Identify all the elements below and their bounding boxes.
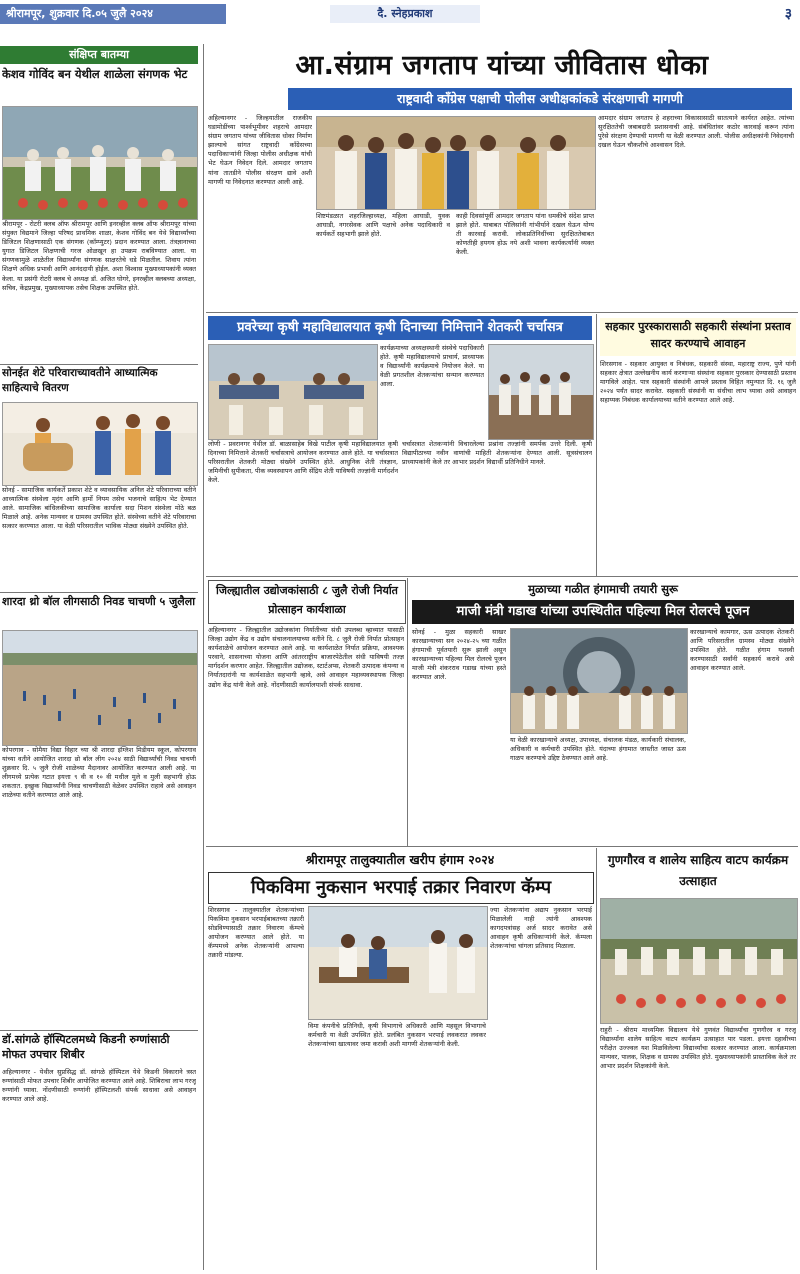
coop-headline: सहकार पुरस्कारासाठी सहकारी संस्थांना प्रस्ताव सादर करण्याचे आवाहन xyxy=(600,318,796,356)
lead-photo xyxy=(316,116,596,210)
crop-headline: पिकविमा नुकसान भरपाई तक्रार निवारण कॅम्प xyxy=(208,872,594,904)
crop-body-left: शिरसगाव - तालुक्यातील शेतकऱ्यांच्या पिकविमा नुकसान भरपाईबाबतच्या तक्रारी सोडविण्यासाठी तक्रार निवारण कॅम्पचे आयोजन करण्यात आले होते. या कॅम्पमध्ये अनेक शेतकऱ्यांनी आपल्या तक्रारी मांडल्या. xyxy=(208,906,304,960)
gungaurav-headline: गुणगौरव व शालेय साहित्य वाटप कार्यक्रम उत्साहात xyxy=(607,853,789,888)
lead-subheadline: राष्ट्रवादी काँग्रेस पक्षाची पोलीस अधीक्षकांकडे संरक्षणाची मागणी xyxy=(288,88,792,110)
story1-headline: केशव गोविंद बन येथील शाळेला संगणक भेट xyxy=(2,67,188,81)
section-title: संक्षिप्त बातम्या xyxy=(0,46,198,64)
gadakh-kicker: मुळाच्या गळीत हंगामाची तयारी सुरू xyxy=(528,582,678,596)
crop-photo xyxy=(308,906,488,1020)
export-body: अहिल्यानगर - जिल्ह्यातील उद्योजकांना निर्यातीच्या संधी उपलब्ध व्हाव्यात यासाठी जिल्हा उद्योग केंद्र व उद्योग संचालनालयाच्या वतीने दि. ८ जुलै रोजी निर्यात प्रोत्साहन कार्यशाळेचे आयोजन करण्यात आले आहे. या कार्यशाळेत निर्यात प्रक्रिया, आवश्यक परवाने, शासनाच्या योजना आणि आंतरराष्ट्रीय बाजारपेठेतील संधी याविषयी तज्ज्ञ मार्गदर्शन करणार आहेत. जिल्ह्यातील उद्योजक, स्टार्टअप्स, शेतकरी उत्पादक कंपन्या व निर्यातदारांनी या कार्यशाळेत सहभागी व्हावे, असे आवाहन महाव्यवस्थापक जिल्हा उद्योग केंद्र यांनी केले आहे. नोंदणीसाठी कार्यालयाशी संपर्क साधावा. xyxy=(208,626,404,689)
gungaurav-photo xyxy=(600,898,798,1024)
lead-body-left: अहिल्यानगर - जिल्हयातील राजकीय घडामोडींच्या पार्श्वभूमीवर शहराचे आमदार संग्राम जगताप यांच्या जीवितास धोका निर्माण झाल्याचे सांगत राष्ट्रवादी काँग्रेसच्या पदाधिकाऱ्यांनी जिल्हा पोलीस अधीक्षक यांची भेट घेऊन निवेदन दिले. आमदार जगताप यांना तातडीने पोलीस संरक्षण द्यावे अशी मागणी या निवेदनात करण्यात आली आहे. xyxy=(208,114,312,186)
lead-names: शिष्टमंडळात शहरजिल्हाध्यक्ष, महिला आघाडी, युवक आघाडी, नगरसेवक आणि पक्षाचे अनेक पदाधिकारी व कार्यकर्ते सहभागी झाले होते. xyxy=(316,212,450,239)
lead-headline: आ.संग्राम जगताप यांच्या जीवितास धोका xyxy=(295,50,709,81)
story3-photo xyxy=(2,630,198,746)
gadakh-headline: माजी मंत्री गडाख यांच्या उपस्थितीत पहिल्या मिल रोलरचे पूजन xyxy=(412,600,794,624)
crop-kicker: श्रीरामपूर तालुक्यातील खरीप हंगाम २०२४ xyxy=(305,852,495,867)
date-line: श्रीरामपूर, शुक्रवार दि.०५ जुलै २०२४ xyxy=(0,4,226,24)
story3-headline: शारदा थ्रो बॉल लीगसाठी निवड चाचणी ५ जुलैला xyxy=(2,595,196,608)
story1-body: श्रीरामपूर - रोटरी क्लब ऑफ श्रीरामपूर आणि इनरव्हील क्लब ऑफ श्रीरामपूर यांच्या संयुक्त विद्यमाने जिल्हा परिषद प्राथमिक शाळा, केशव गोविंद बन येथे विद्यार्थ्यांच्या डिजिटल शिक्षणासाठी एक संगणक (कॉम्प्युटर) प्रदान करण्यात आला. तंत्रज्ञानाच्या युगात डिजिटल शिक्षणाची गरज ओळखून हा उपक्रम राबविण्यात आला. या संगणकामुळे शाळेतील विद्यार्थ्यांना संगणक साक्षरतेचे धडे मिळतील. शिवाय त्यांना शिक्षणे अधिक प्रभावी आणि आनंददायी होईल. अशा विश्वास मुख्याध्यापकांनी व्यक्त केला. या प्रसंगी रोटरी क्लब चे अध्यक्ष डॉ. अजित घोगरे, इनरव्हील क्लबच्या अध्यक्षा, सचिव, केंद्रप्रमुख, मुख्याध्यापक तसेच शिक्षक उपस्थित होते. xyxy=(2,220,196,292)
story1-photo xyxy=(2,106,198,220)
story4-body: अहिल्यानगर - येथील सुप्रसिद्ध डॉ. सांगळे हॉस्पिटल येथे किडनी विकाराने त्रस्त रुग्णांसाठी मोफत उपचार शिबीर आयोजित करण्यात आले आहे. शिबिराचा लाभ गरजू रुग्णांनी घ्यावा. नोंदणीसाठी रुग्णांनी हॉस्पिटलशी संपर्क साधावा असे आवाहन करण्यात आले आहे. xyxy=(2,1068,196,1104)
agri-body-mid: कार्यक्रमाच्या अध्यक्षस्थानी संस्थेचे पदाधिकारी होते. कृषी महाविद्यालयाचे प्राचार्य, प्राध्यापक व विद्यार्थ्यांनी कार्यक्रमाचे नियोजन केले. या वेळी प्रगतशील शेतकऱ्यांचा सन्मान करण्यात आला. xyxy=(380,344,484,389)
gadakh-body-left: सोनई - मुळा सहकारी साखर कारखान्याच्या सन २०२४-२५ च्या गळीत हंगामाची पूर्वतयारी सुरू झाली असून कारखान्याच्या पहिल्या मिल रोलरचे पूजन माजी मंत्री शंकरराव गडाख यांच्या हस्ते करण्यात आले. xyxy=(412,628,506,682)
gadakh-body-right: कारखान्याचे कामगार, ऊस उत्पादक शेतकरी आणि परिसरातील ग्रामस्थ मोठ्या संख्येने उपस्थित होते. गळीत हंगाम यशस्वी करण्यासाठी सर्वांनी सहकार्य करावे असे आवाहन करण्यात आले. xyxy=(690,628,794,673)
export-headline: जिल्ह्यातील उद्योजकांसाठी ८ जुलै रोजी निर्यात प्रोत्साहन कार्यशाळा xyxy=(208,580,406,624)
story4-headline: डॉ.सांगळे हॉस्पिटलमध्ये किडनी रुग्णांसाठी मोफत उपचार शिबीर xyxy=(2,1033,170,1061)
agri-body-left: लोणी - प्रवरानगर येथील डॉ. बाळासाहेब विखे पाटील कृषी महाविद्यालयात कृषी दिनाच्या निमित्ताने शेतकरी चर्चासत्राचे आयोजन करण्यात आले होते. या चर्चासत्रात परिसरातील शेतकरी मोठ्या संख्येने उपस्थित होते. आधुनिक शेती तंत्रज्ञान, जमिनीची सुपीकता, पीक व्यवस्थापन आणि सेंद्रिय शेती याविषयी तज्ज्ञांनी मार्गदर्शन केले. xyxy=(208,440,398,485)
agri-photo-2 xyxy=(488,344,594,440)
lead-body-right: आमदार संग्राम जगताप हे शहराच्या विकासासाठी सातत्याने कार्यरत आहेत. त्यांच्या सुरक्षिततेची जबाबदारी प्रशासनाची आहे. संबंधितांवर कठोर कारवाई करून त्यांना पुरेसे संरक्षण देण्याची मागणी या वेळी करण्यात आली. पोलीस अधीक्षकांनी निवेदनाची दखल घेऊन चौकशीचे आश्वासन दिले. xyxy=(598,114,794,150)
paper-name: दै. स्नेहप्रकाश xyxy=(330,5,480,23)
story3-body: कोपरगाव - सोमैया विद्या विहार च्या श्री शारदा इंग्लिश मिडीयम स्कूल, कोपरगाव यांच्या वतीने आयोजित शारदा थ्रो बॉल लीग २०२४ साठी विद्यार्थ्यांची निवड चाचणी शुक्रवार दि. ५ जुलै रोजी शाळेच्या मैदानावर आयोजित करण्यात आली आहे. या लीगमध्ये प्रत्येक गटात इयत्ता ९ वी व १० वी मधील मुले व मुली सहभागी होऊ शकतात. इच्छुक विद्यार्थ्यांनी निवड चाचणीसाठी वेळेवर उपस्थित राहावे असे आवाहन शाळेच्या वतीने करण्यात आले आहे. xyxy=(2,746,196,800)
crop-body-mid: विमा कंपनीचे प्रतिनिधी, कृषी विभागाचे अधिकारी आणि महसूल विभागाचे कर्मचारी या वेळी उपस्थित होते. प्रलंबित नुकसान भरपाई लवकरात लवकर शेतकऱ्यांच्या खात्यावर जमा करावी अशी मागणी शेतकऱ्यांनी केली. xyxy=(308,1022,486,1049)
agri-photo-1 xyxy=(208,344,378,440)
gadakh-body-mid: या वेळी कारखान्याचे अध्यक्ष, उपाध्यक्ष, संचालक मंडळ, कार्यकारी संचालक, अधिकारी व कर्मचारी उपस्थित होते. यंदाच्या हंगामात जास्तीत जास्त ऊस गाळप करण्याचे उद्दिष्ट ठेवण्यात आले आहे. xyxy=(510,736,686,763)
lead-body-mid: काही दिवसांपूर्वी आमदार जगताप यांना धमकीचे संदेश प्राप्त झाले होते. याबाबत पोलिसांनी गांभीर्याने दखल घेऊन योग्य ती कारवाई करावी. लोकप्रतिनिधींच्या सुरक्षिततेबाबत कोणतीही हयगय होऊ नये अशी भावना कार्यकर्त्यांनी व्यक्त केली. xyxy=(456,212,594,257)
coop-body: शिरसगाव - सहकार आयुक्त व निबंधक, सहकारी संस्था, महाराष्ट्र राज्य, पुणे यांनी सहकार क्षेत्रात उल्लेखनीय कार्य करणाऱ्या संस्थांना सहकार पुरस्कार देण्यासाठी प्रस्ताव मागविले आहेत. पात्र सहकारी संस्थांनी आपले प्रस्ताव विहित नमुन्यात दि. १६ जुलै २०२४ पर्यंत सादर करावेत. सहकारी संस्थांनी या संधीचा लाभ घ्यावा असे आवाहन सहाय्यक निबंधक कार्यालयाच्या वतीने करण्यात आले आहे. xyxy=(600,360,796,405)
story2-headline: सोनईत शेटे परिवाराच्यावतीने आध्यात्मिक साहित्याचे वितरण xyxy=(2,367,158,394)
agri-body-right: चर्चासत्रात शेतकऱ्यांनी विचारलेल्या प्रश्नांना तज्ज्ञांनी समर्पक उत्तरे दिली. कृषी विद्यापीठाच्या नवीन वाणांची माहिती शेतकऱ्यांना देण्यात आली. सूत्रसंचालन प्राध्यापकांनी केले तर आभार प्रदर्शन विद्यार्थी प्रतिनिधीने मानले. xyxy=(402,440,592,467)
agri-headline: प्रवरेच्या कृषी महाविद्यालयात कृषी दिनाच्या निमित्ताने शेतकरी चर्चासत्र xyxy=(208,316,592,340)
gadakh-photo xyxy=(510,628,688,734)
story2-body: सोनई - सामाजिक कार्यकर्ते प्रकाश शेटे व व्यावसायिक अनिल शेटे परिवाराच्या वतीने आध्यात्मिक संस्थेला मृदंग आणि हार्मो नियम तसेच भजनाचे साहित्य भेट देण्यात आले. सामाजिक बांधिलकीच्या सामाजिक कार्याला सदा मिशन संस्थेला मोठे बळ मिळाले आहे. अनेक मान्यवर व ग्रामस्थ उपस्थित होते. संस्थेच्या वतीने शेटे परिवाराचा सत्कार करण्यात आला. या वेळी परिसरातील भाविक मोठ्या संख्येने उपस्थित होते. xyxy=(2,486,196,531)
story2-photo xyxy=(2,402,198,486)
gungaurav-body: राहुरी - श्रीराम माध्यमिक विद्यालय येथे गुणवंत विद्यार्थ्यांचा गुणगौरव व गरजू विद्यार्थ्यांना शालेय साहित्य वाटप कार्यक्रम उत्साहात पार पडला. इयत्ता दहावीच्या परीक्षेत उज्ज्वल यश मिळविलेल्या विद्यार्थ्यांचा सत्कार करण्यात आला. कार्यक्रमाला मान्यवर, पालक, शिक्षक व ग्रामस्थ उपस्थित होते. मुख्याध्यापकांनी प्रास्ताविक केले तर आभार प्रदर्शन शिक्षकांनी केले. xyxy=(600,1026,796,1071)
crop-body-right: ज्या शेतकऱ्यांना अद्याप नुकसान भरपाई मिळालेली नाही त्यांनी आवश्यक कागदपत्रांसह अर्ज सादर करावेत असे आवाहन कृषी अधिकाऱ्यांनी केले. कॅम्पला शेतकऱ्यांचा चांगला प्रतिसाद मिळाला. xyxy=(490,906,592,951)
masthead xyxy=(0,0,800,28)
page-number: ३ xyxy=(784,6,792,22)
